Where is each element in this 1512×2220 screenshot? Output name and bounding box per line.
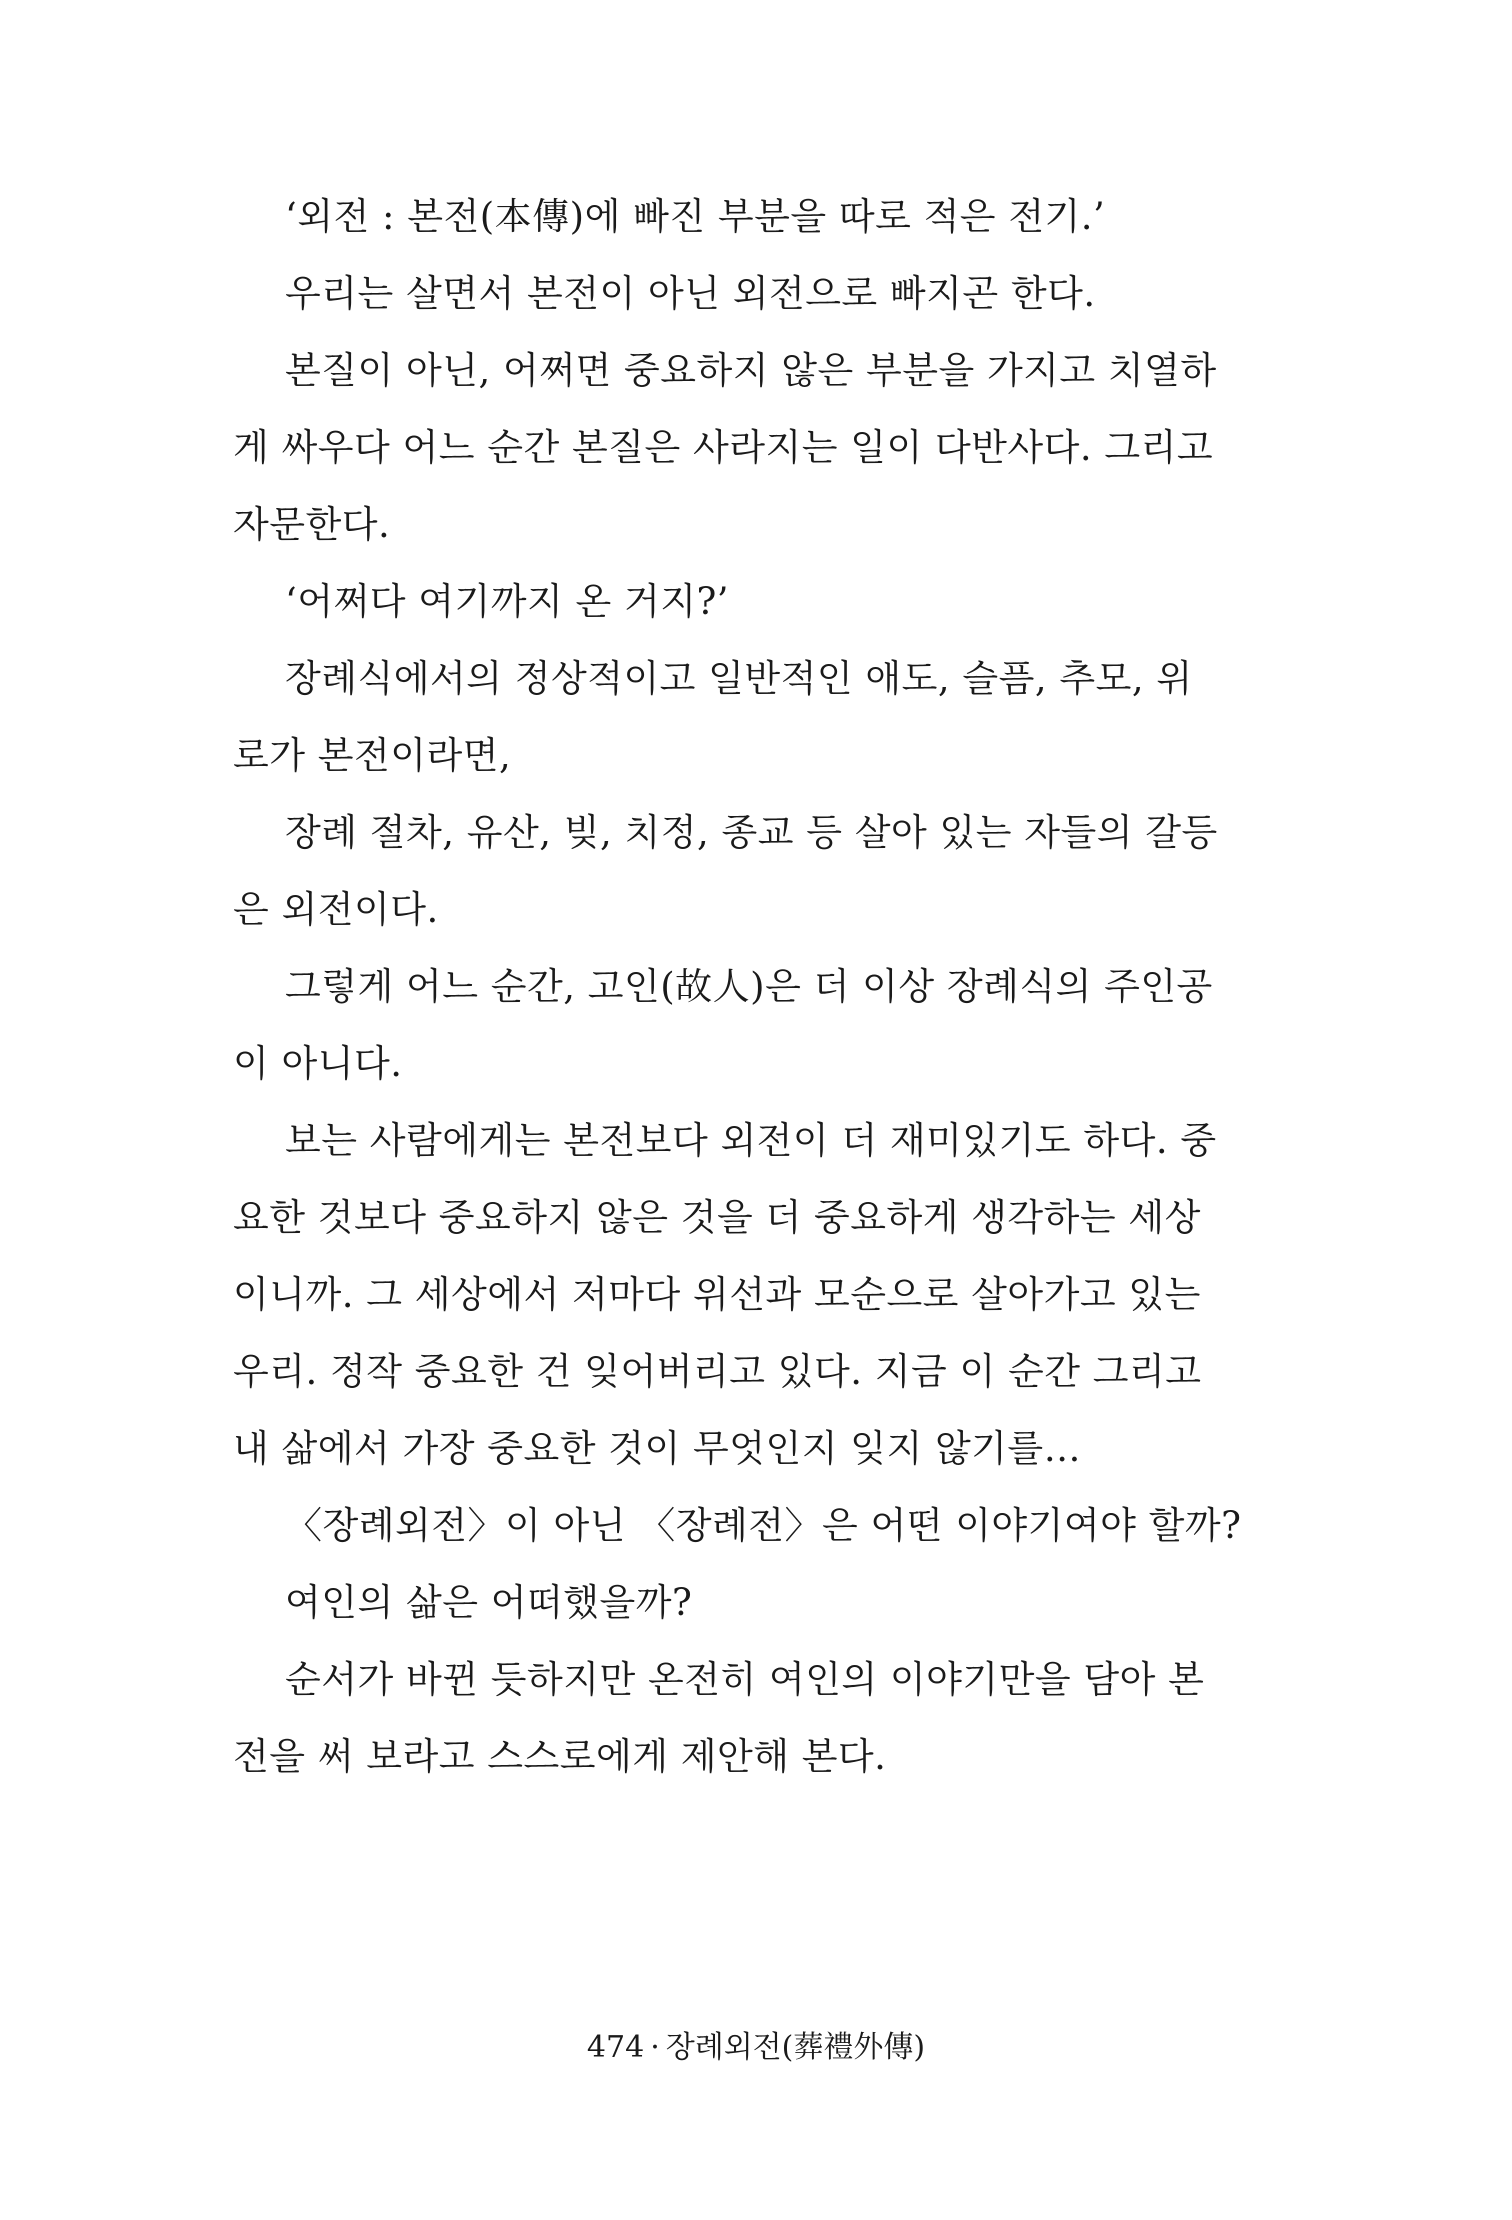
body-text: [233, 178, 1242, 1795]
text-line: 본질이 아닌, 어쩌면 중요하지 않은 부분을 가지고 치열하: [285, 349, 1217, 392]
text-line: 내 삶에서 가장 중요한 것이 무엇인지 잊지 않기를…: [233, 1427, 1082, 1470]
text-line: ‘어쩌다 여기까지 온 거지?’: [285, 580, 730, 623]
text-line: 장례 절차, 유산, 빚, 치정, 종교 등 살아 있는 자들의 갈등: [285, 811, 1218, 854]
text-line: 〈장례외전〉이 아닌 〈장례전〉은 어떤 이야기여야 할까?: [285, 1504, 1242, 1547]
text-line: 자문한다.: [233, 503, 391, 546]
text-line: 여인의 삶은 어떠했을까?: [285, 1581, 693, 1624]
text-line: 우리. 정작 중요한 건 잊어버리고 있다. 지금 이 순간 그리고: [233, 1350, 1202, 1393]
text-line: 이 아니다.: [233, 1042, 403, 1085]
text-line: 게 싸우다 어느 순간 본질은 사라지는 일이 다반사다. 그리고: [233, 426, 1214, 469]
text-line: 순서가 바뀐 듯하지만 온전히 여인의 이야기만을 담아 본: [285, 1658, 1205, 1701]
text-line: 우리는 살면서 본전이 아닌 외전으로 빠지곤 한다.: [285, 272, 1096, 315]
book-title: 장례외전(葬禮外傳): [665, 2030, 926, 2065]
page-footer: [0, 2028, 1512, 2068]
text-line: 은 외전이다.: [233, 888, 439, 931]
text-line: 전을 써 보라고 스스로에게 제안해 본다.: [233, 1735, 887, 1778]
text-line: 그렇게 어느 순간, 고인(故人)은 더 이상 장례식의 주인공: [285, 965, 1213, 1008]
text-line: 장례식에서의 정상적이고 일반적인 애도, 슬픔, 추모, 위: [285, 657, 1193, 700]
footer-separator: ·: [650, 2030, 660, 2065]
page-number: 474: [586, 2030, 645, 2065]
text-line: ‘외전 : 본전(本傳)에 빠진 부분을 따로 적은 전기.’: [285, 195, 1106, 238]
text-line: 요한 것보다 중요하지 않은 것을 더 중요하게 생각하는 세상: [233, 1196, 1201, 1239]
text-line: 로가 본전이라면,: [233, 734, 512, 777]
text-line: 이니까. 그 세상에서 저마다 위선과 모순으로 살아가고 있는: [233, 1273, 1201, 1316]
text-line: 보는 사람에게는 본전보다 외전이 더 재미있기도 하다. 중: [285, 1119, 1217, 1162]
